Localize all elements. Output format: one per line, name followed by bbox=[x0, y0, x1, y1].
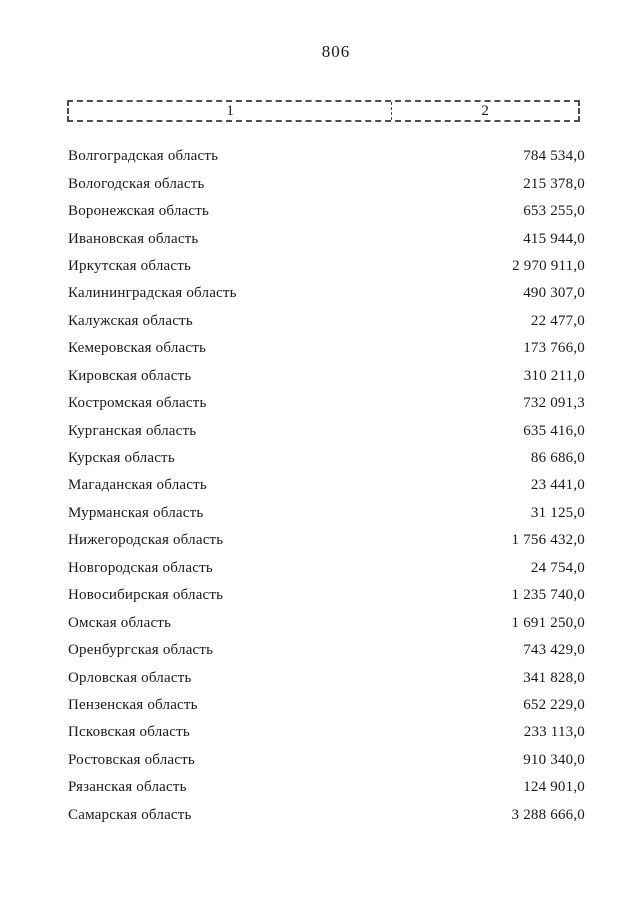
table-row bbox=[68, 802, 585, 829]
table-row bbox=[68, 472, 585, 499]
region-name: Пензенская область bbox=[68, 696, 198, 713]
table-row bbox=[68, 555, 585, 582]
table-row bbox=[68, 747, 585, 774]
region-name: Кировская область bbox=[68, 367, 192, 384]
region-value: 233 113,0 bbox=[523, 724, 585, 741]
table-row bbox=[68, 582, 585, 609]
region-value: 22 477,0 bbox=[530, 312, 585, 329]
table-row bbox=[68, 335, 585, 362]
region-value: 1 235 740,0 bbox=[511, 587, 585, 604]
table-body bbox=[68, 143, 585, 829]
region-name: Курганская область bbox=[68, 422, 197, 439]
region-value: 341 828,0 bbox=[523, 669, 585, 686]
region-value: 732 091,3 bbox=[523, 395, 585, 412]
region-name: Калужская область bbox=[68, 312, 193, 329]
region-value: 3 288 666,0 bbox=[511, 806, 585, 823]
table-row bbox=[68, 280, 585, 307]
region-name: Воронежская область bbox=[68, 203, 210, 220]
table-row bbox=[68, 363, 585, 390]
region-name: Калининградская область bbox=[68, 285, 237, 302]
region-value: 215 378,0 bbox=[523, 175, 585, 192]
region-name: Ивановская область bbox=[68, 230, 199, 247]
table-row bbox=[68, 253, 585, 280]
region-value: 635 416,0 bbox=[523, 422, 585, 439]
region-name: Ростовская область bbox=[68, 751, 195, 768]
table-header-col1: 1 bbox=[69, 102, 392, 120]
region-name: Кемеровская область bbox=[68, 340, 207, 357]
region-name: Костромская область bbox=[68, 395, 207, 412]
table-row bbox=[68, 527, 585, 554]
table-row bbox=[68, 198, 585, 225]
table-row bbox=[68, 445, 585, 472]
region-name: Омская область bbox=[68, 614, 172, 631]
region-value: 652 229,0 bbox=[523, 696, 585, 713]
table-header-row bbox=[67, 100, 580, 122]
region-value: 86 686,0 bbox=[530, 450, 585, 467]
region-value: 310 211,0 bbox=[523, 367, 585, 384]
region-name: Новгородская область bbox=[68, 559, 213, 576]
region-name: Курская область bbox=[68, 450, 175, 467]
table-row bbox=[68, 308, 585, 335]
region-value: 1 691 250,0 bbox=[511, 614, 585, 631]
region-name: Вологодская область bbox=[68, 175, 205, 192]
region-value: 23 441,0 bbox=[530, 477, 585, 494]
region-name: Магаданская область bbox=[68, 477, 207, 494]
region-value: 743 429,0 bbox=[523, 642, 585, 659]
table-row bbox=[68, 417, 585, 444]
table-row bbox=[68, 390, 585, 417]
region-value: 1 756 432,0 bbox=[511, 532, 585, 549]
region-name: Самарская область bbox=[68, 806, 192, 823]
region-name: Оренбургская область bbox=[68, 642, 214, 659]
region-value: 124 901,0 bbox=[523, 779, 585, 796]
table-row bbox=[68, 143, 585, 170]
region-name: Орловская область bbox=[68, 669, 192, 686]
region-name: Псковская область bbox=[68, 724, 190, 741]
region-name: Рязанская область bbox=[68, 779, 187, 796]
table-row bbox=[68, 664, 585, 691]
table-row bbox=[68, 170, 585, 197]
region-value: 173 766,0 bbox=[523, 340, 585, 357]
region-name: Новосибирская область bbox=[68, 587, 224, 604]
region-value: 415 944,0 bbox=[523, 230, 585, 247]
table-row bbox=[68, 774, 585, 801]
region-value: 653 255,0 bbox=[523, 203, 585, 220]
region-name: Иркутская область bbox=[68, 257, 192, 274]
table-row bbox=[68, 609, 585, 636]
region-value: 490 307,0 bbox=[523, 285, 585, 302]
region-value: 24 754,0 bbox=[530, 559, 585, 576]
region-value: 2 970 911,0 bbox=[512, 257, 585, 274]
region-name: Нижегородская область bbox=[68, 532, 224, 549]
page-number: 806 bbox=[321, 42, 351, 61]
region-name: Волгоградская область bbox=[68, 148, 219, 165]
region-value: 31 125,0 bbox=[530, 504, 585, 521]
region-value: 910 340,0 bbox=[523, 751, 585, 768]
table-row bbox=[68, 719, 585, 746]
table-row bbox=[68, 692, 585, 719]
region-value: 784 534,0 bbox=[523, 148, 585, 165]
table-row bbox=[68, 225, 585, 252]
region-name: Мурманская область bbox=[68, 504, 204, 521]
table-row bbox=[68, 500, 585, 527]
table-row bbox=[68, 637, 585, 664]
table-header-col2: 2 bbox=[481, 102, 489, 119]
